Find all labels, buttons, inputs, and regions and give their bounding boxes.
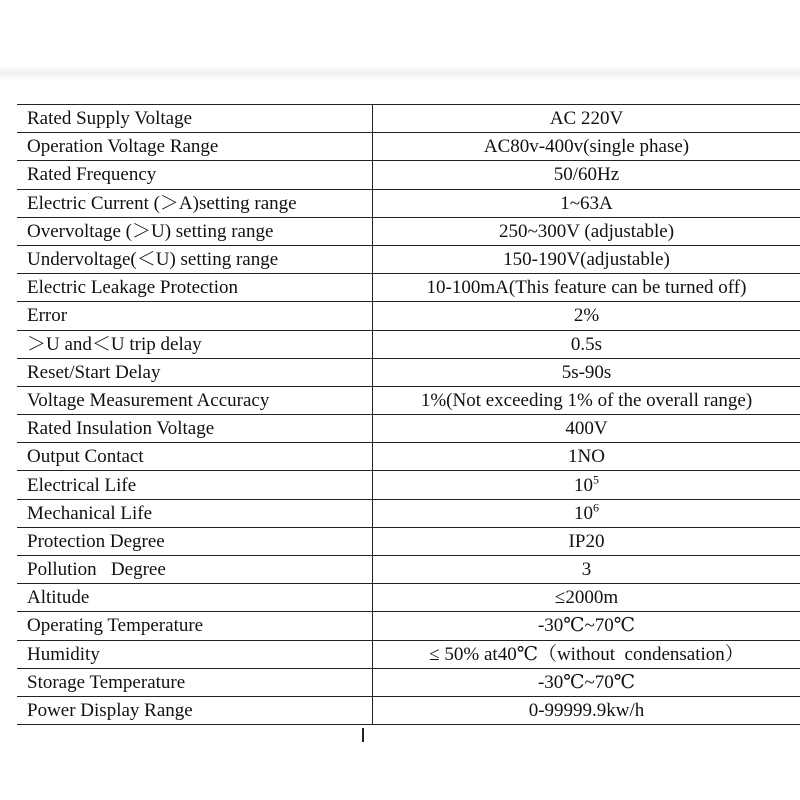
spec-parameter: Protection Degree (17, 527, 373, 555)
spec-row-undervoltage-setting-range (17, 245, 800, 273)
column-divider-tail (362, 728, 364, 742)
spec-row-output-contact (17, 443, 800, 471)
spec-value: 3 (373, 556, 800, 584)
spec-parameter: Rated Insulation Voltage (17, 415, 373, 443)
spec-value-base: 10 (574, 502, 593, 524)
spec-parameter: ＞U and＜U trip delay (17, 330, 373, 358)
spec-row-error (17, 302, 800, 330)
spec-parameter: Operation Voltage Range (17, 133, 373, 161)
spec-row-protection-degree (17, 527, 800, 555)
spec-parameter: Overvoltage (＞U) setting range (17, 217, 373, 245)
spec-parameter: Mechanical Life (17, 499, 373, 527)
spec-value-base: 10 (574, 474, 593, 496)
spec-value: 0-99999.9kw/h (373, 696, 800, 724)
spec-row-trip-delay (17, 330, 800, 358)
spec-row-storage-temperature (17, 668, 800, 696)
spec-row-rated-supply-voltage (17, 105, 800, 133)
specification-table-body (17, 105, 800, 725)
spec-value: ≤2000m (373, 584, 800, 612)
spec-parameter: Undervoltage(＜U) setting range (17, 245, 373, 273)
spec-value: 50/60Hz (373, 161, 800, 189)
spec-row-rated-frequency (17, 161, 800, 189)
spec-row-altitude (17, 584, 800, 612)
spec-value: 2% (373, 302, 800, 330)
spec-parameter: Voltage Measurement Accuracy (17, 386, 373, 414)
spec-value: 1NO (373, 443, 800, 471)
spec-row-insulation-voltage (17, 415, 800, 443)
spec-parameter: Pollution Degree (17, 556, 373, 584)
specification-table (17, 104, 800, 725)
spec-row-power-display-range (17, 696, 800, 724)
spec-parameter: Rated Supply Voltage (17, 105, 373, 133)
spec-value-cell (373, 471, 800, 499)
spec-parameter: Operating Temperature (17, 612, 373, 640)
spec-value: 5s-90s (373, 358, 800, 386)
spec-value-cell (373, 499, 800, 527)
spec-parameter: Electric Leakage Protection (17, 274, 373, 302)
spec-row-overvoltage-setting-range (17, 217, 800, 245)
spec-value-exponent: 5 (593, 472, 599, 487)
spec-row-leakage-protection (17, 274, 800, 302)
spec-parameter: Reset/Start Delay (17, 358, 373, 386)
spec-parameter: Error (17, 302, 373, 330)
spec-row-operating-temperature (17, 612, 800, 640)
spec-value: AC80v-400v(single phase) (373, 133, 800, 161)
spec-value: 250~300V (adjustable) (373, 217, 800, 245)
spec-value: 1%(Not exceeding 1% of the overall range) (373, 386, 800, 414)
spec-value: 10-100mA(This feature can be turned off) (373, 274, 800, 302)
spec-parameter: Altitude (17, 584, 373, 612)
spec-row-operation-voltage-range (17, 133, 800, 161)
spec-parameter: Storage Temperature (17, 668, 373, 696)
spec-parameter: Electric Current (＞A)setting range (17, 189, 373, 217)
spec-value: 400V (373, 415, 800, 443)
spec-value: 150-190V(adjustable) (373, 245, 800, 273)
spec-row-electrical-life (17, 471, 800, 499)
spec-parameter: Humidity (17, 640, 373, 668)
spec-value: 1~63A (373, 189, 800, 217)
spec-value: ≤ 50% at40℃（without condensation） (373, 640, 800, 668)
spec-row-mechanical-life (17, 499, 800, 527)
spec-value: -30℃~70℃ (373, 612, 800, 640)
spec-row-measurement-accuracy (17, 386, 800, 414)
scan-artifact-band (0, 66, 800, 80)
spec-parameter: Rated Frequency (17, 161, 373, 189)
spec-parameter: Electrical Life (17, 471, 373, 499)
spec-row-pollution-degree (17, 556, 800, 584)
spec-parameter: Output Contact (17, 443, 373, 471)
spec-row-humidity (17, 640, 800, 668)
spec-row-reset-start-delay (17, 358, 800, 386)
spec-row-current-setting-range (17, 189, 800, 217)
spec-parameter: Power Display Range (17, 696, 373, 724)
spec-value: AC 220V (373, 105, 800, 133)
spec-value: -30℃~70℃ (373, 668, 800, 696)
spec-value: IP20 (373, 527, 800, 555)
spec-value: 0.5s (373, 330, 800, 358)
spec-value-exponent: 6 (593, 500, 599, 515)
